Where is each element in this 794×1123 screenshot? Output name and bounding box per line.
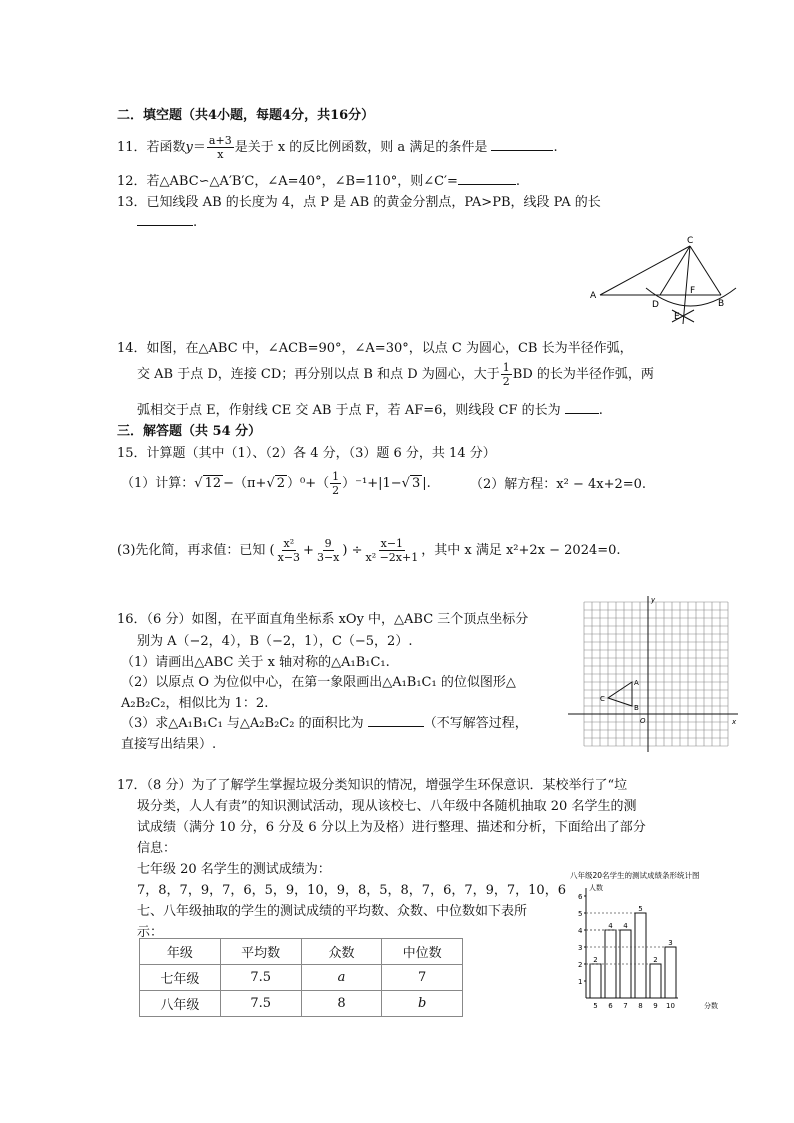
bar bbox=[635, 913, 646, 998]
q17-line1: 17．（8 分）为了了解学生掌握垃圾分类知识的情况，增强学生环保意识．某校举行了“垃 bbox=[117, 778, 628, 793]
point-a-label: A bbox=[634, 679, 639, 687]
question-12 bbox=[117, 170, 520, 189]
label-f: F bbox=[690, 286, 696, 296]
y-axis-label: y bbox=[651, 596, 656, 604]
q15-sqrt12: 12 bbox=[204, 476, 222, 491]
q15-half-num: 1 bbox=[332, 470, 340, 483]
x-axis-label: x bbox=[732, 718, 737, 726]
q15-p1-pow: ）⁻¹+|1− bbox=[342, 476, 402, 491]
x-tick-label: 7 bbox=[623, 1002, 628, 1010]
label-e: E bbox=[674, 312, 680, 322]
triangle-abc bbox=[608, 682, 632, 706]
q14-half-num: 1 bbox=[502, 361, 510, 374]
question-14-line2 bbox=[137, 362, 654, 387]
q14-figure bbox=[586, 232, 746, 328]
q11-answer-blank[interactable] bbox=[491, 138, 553, 151]
q15-f3-num: x−1 bbox=[380, 537, 404, 550]
table-row bbox=[140, 965, 463, 991]
table-cell: 七年级 bbox=[140, 965, 221, 991]
table-cell: 7.5 bbox=[220, 991, 301, 1017]
q11-num: a+3 bbox=[208, 134, 232, 147]
q17-line4: 信息： bbox=[137, 841, 177, 856]
x-tick-label: 6 bbox=[608, 1002, 613, 1010]
q14-end: . bbox=[598, 403, 603, 418]
q15-p3-div: ) ÷ bbox=[342, 543, 363, 558]
table-cell: 7.5 bbox=[220, 965, 301, 991]
q12-end: . bbox=[515, 174, 521, 189]
q15-p1-mid: −（π+ bbox=[223, 476, 267, 491]
table-cell: a bbox=[301, 965, 382, 991]
q15-f1 bbox=[276, 538, 302, 563]
q11-end: . bbox=[553, 140, 558, 155]
y-axis-label: 人数 bbox=[589, 884, 603, 892]
q15-f3 bbox=[363, 538, 420, 563]
q15-half bbox=[330, 471, 341, 496]
q15-part2: （2）解方程：x² − 4x+2=0. bbox=[470, 477, 647, 492]
table-cell: 八年级 bbox=[140, 991, 221, 1017]
bar-value-label: 5 bbox=[638, 905, 643, 913]
q11-y: y bbox=[185, 140, 193, 155]
q15-part1: （1）计算：√ 12 −（π+√ 2 ）⁰+（ $\frac{1}{2}$ ）⁻¹+|1−√ 3 |. bbox=[121, 470, 431, 497]
origin-label: O bbox=[640, 717, 646, 725]
q11-prefix: 11．若函数 bbox=[117, 140, 186, 155]
y-tick-label: 2 bbox=[578, 961, 583, 969]
segment-cd bbox=[660, 246, 690, 295]
section-2-title: 二．填空题（共4小题，每题4分，共16分） bbox=[117, 108, 375, 123]
table-header-cell: 中位数 bbox=[382, 939, 463, 965]
q11-eq: ＝ bbox=[192, 140, 206, 155]
q15-sqrt2: 2 bbox=[276, 476, 286, 491]
question-14-line1: 14．如图，在△ABC 中，∠ACB=90°，∠A=30°，以点 C 为圆心，CB 长为半径作弧， bbox=[117, 341, 633, 356]
point-b-label: B bbox=[634, 704, 639, 712]
question-13: 13．已知线段 AB 的长度为 4，点 P 是 AB 的黄金分割点，PA>PB，线段 PA 的长 bbox=[117, 195, 601, 210]
question-14-line3 bbox=[137, 399, 603, 418]
q14-answer-blank[interactable] bbox=[565, 401, 599, 414]
bar-value-label: 4 bbox=[608, 922, 613, 930]
q16-line6-end: （不写解答过程， bbox=[423, 716, 528, 731]
q16-line2: 别为 A（−2，4），B（−2，1），C（−5，2）. bbox=[137, 634, 413, 649]
q15-half-den: 2 bbox=[332, 484, 340, 497]
q15-f2-num: 9 bbox=[324, 537, 332, 550]
q17-line3: 试成绩（满分 10 分，6 分及 6 分以上为及格）进行整理、描述和分析，下面给出了部分 bbox=[137, 820, 646, 835]
bar-value-label: 2 bbox=[653, 956, 658, 964]
q15-f3-den: x² −2x+1 bbox=[365, 551, 419, 564]
bar-value-label: 2 bbox=[593, 956, 598, 964]
q13-answer-line bbox=[137, 213, 197, 230]
x-tick-label: 10 bbox=[666, 1002, 675, 1010]
x-tick-label: 5 bbox=[593, 1002, 598, 1010]
q15-p1-label: （1）计算： bbox=[121, 476, 195, 491]
q17-line8: 示： bbox=[137, 925, 164, 940]
q17-line2: 圾分类，人人有责”的知识测试活动，现从该校七、八年级中各随机抽取 20 名学生的测 bbox=[137, 799, 637, 814]
q15-p1-pow0: ）⁰+（ bbox=[287, 476, 330, 491]
bar bbox=[620, 930, 631, 998]
table-row bbox=[140, 991, 463, 1017]
q16-line6-text: （3）求△A₁B₁C₁ 与△A₂B₂C₂ 的面积比为 bbox=[121, 716, 364, 731]
q11-post: 是关于 x 的反比例函数，则 a 满足的条件是 bbox=[234, 140, 488, 155]
q15-p3-post: ，其中 x 满足 x²+2x − 2024=0. bbox=[421, 543, 621, 558]
q17-line5: 七年级 20 名学生的测试成绩为： bbox=[137, 862, 331, 877]
q15-f2-den: 3−x bbox=[316, 551, 340, 564]
q15-p3-plus: + bbox=[303, 543, 314, 558]
table-header-row bbox=[140, 939, 463, 965]
q16-line6 bbox=[121, 712, 528, 731]
y-tick-label: 4 bbox=[578, 927, 583, 935]
q15-f1-num: x² bbox=[283, 537, 295, 550]
label-c: C bbox=[687, 236, 694, 246]
question-15-title: 15．计算题（其中（1）、（2）各 4 分，（3）题 6 分，共 14 分） bbox=[117, 446, 496, 461]
segment-ac bbox=[600, 246, 690, 295]
y-tick-label: 1 bbox=[578, 978, 583, 986]
q14-line2a: 交 AB 于点 D，连接 CD；再分别以点 B 和点 D 为圆心，大于 bbox=[137, 367, 500, 382]
bar-value-label: 4 bbox=[623, 922, 628, 930]
q16-line5: A₂B₂C₂，相似比为 1：2. bbox=[121, 696, 269, 711]
x-tick-label: 9 bbox=[653, 1002, 658, 1010]
y-tick-label: 5 bbox=[578, 910, 583, 918]
q16-line1: 16．（6 分）如图，在平面直角坐标系 xOy 中，△ABC 三个顶点坐标分 bbox=[117, 612, 529, 627]
q16-line7: 直接写出结果）. bbox=[121, 737, 217, 752]
bar-value-label: 3 bbox=[668, 939, 673, 947]
q16-line4: （2）以原点 O 为位似中心，在第一象限画出△A₁B₁C₁ 的位似图形△ bbox=[121, 675, 516, 690]
q11-den: x bbox=[217, 148, 224, 161]
q14-line3-text: 弧相交于点 E，作射线 CE 交 AB 于点 F，若 AF=6，则线段 CF 的长为 bbox=[137, 403, 561, 418]
q16-line3: （1）请画出△ABC 关于 x 轴对称的△A₁B₁C₁. bbox=[121, 655, 390, 670]
bar bbox=[650, 964, 661, 998]
section-3-title: 三．解答题（共 54 分） bbox=[117, 424, 262, 439]
q17-line7: 七、八年级抽取的学生的测试成绩的平均数、众数、中位数如下表所 bbox=[137, 904, 528, 919]
x-axis-label: 分数 bbox=[704, 1002, 718, 1010]
q15-part3 bbox=[117, 538, 621, 563]
q11-fraction bbox=[207, 135, 234, 160]
q12-answer-blank[interactable] bbox=[458, 172, 516, 185]
q17-stats-table bbox=[139, 938, 463, 1017]
table-header-cell: 平均数 bbox=[220, 939, 301, 965]
q15-sqrt3: 3 bbox=[411, 476, 421, 491]
question-11 bbox=[117, 135, 558, 160]
q15-p1-end: |. bbox=[422, 476, 431, 491]
bar bbox=[590, 964, 601, 998]
table-header-cell: 众数 bbox=[301, 939, 382, 965]
q17-line6: 7，8，7，9，7，6，5，9，10，9，8，5，8，7，6，7，9，7，10，6 bbox=[137, 883, 566, 898]
table-cell: b bbox=[382, 991, 463, 1017]
q15-p3-pre: (3)先化简，再求值：已知 ( bbox=[117, 543, 275, 558]
q14-line2b: BD 的长为半径作弧，两 bbox=[512, 367, 654, 382]
table-header-cell: 年级 bbox=[140, 939, 221, 965]
q14-half-den: 2 bbox=[502, 375, 510, 388]
q14-half bbox=[501, 362, 512, 387]
chart-title: 八年级20名学生的测试成绩条形统计图 bbox=[570, 871, 700, 880]
y-tick-label: 3 bbox=[578, 944, 583, 952]
q13-end: . bbox=[193, 215, 198, 230]
table-cell: 7 bbox=[382, 965, 463, 991]
label-d: D bbox=[652, 300, 659, 310]
q15-f1-den: x−3 bbox=[277, 551, 301, 564]
q16-coordinate-grid bbox=[568, 594, 740, 754]
x-tick-label: 8 bbox=[638, 1002, 643, 1010]
q12-text: 12．若△ABC∽△A′B′C，∠A=40°，∠B=110°，则∠C′= bbox=[117, 174, 458, 189]
q16-answer-blank[interactable] bbox=[368, 714, 424, 727]
label-b: B bbox=[718, 299, 725, 309]
q17-bar-chart bbox=[568, 868, 736, 1014]
bar bbox=[665, 947, 676, 998]
label-a: A bbox=[590, 291, 597, 301]
q13-answer-blank[interactable] bbox=[137, 213, 193, 226]
table-cell: 8 bbox=[301, 991, 382, 1017]
q15-f2 bbox=[315, 538, 341, 563]
y-tick-label: 6 bbox=[578, 893, 583, 901]
point-c-label: C bbox=[600, 695, 605, 703]
